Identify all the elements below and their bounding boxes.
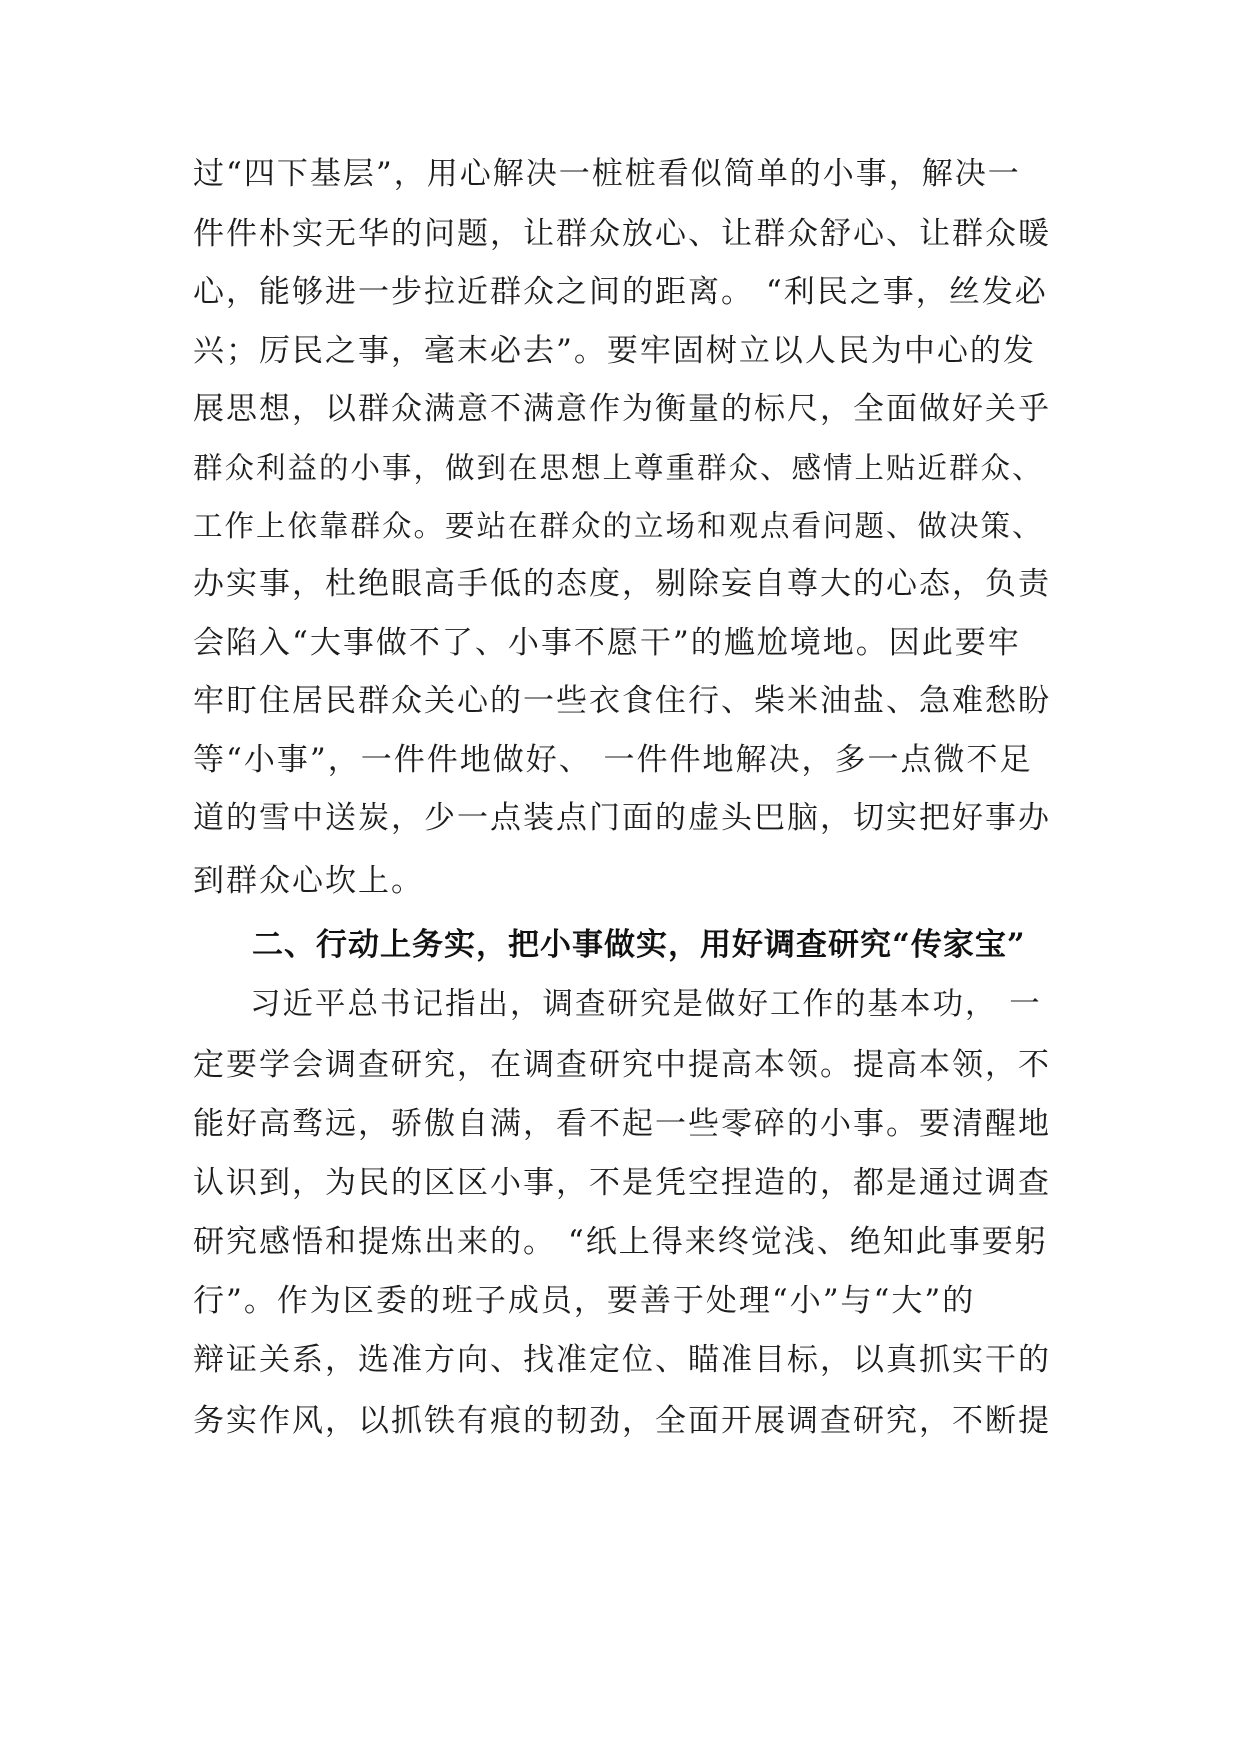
paragraph-1-line: 牢盯住居民群众关心的一些衣食住行、柴米油盐、急难愁盼 bbox=[193, 683, 1051, 719]
paragraph-2-line: 认识到，为民的区区小事，不是凭空捏造的，都是通过调查 bbox=[193, 1165, 1051, 1201]
paragraph-2-line: 辩证关系，选准方向、找准定位、瞄准目标，以真抓实干的 bbox=[193, 1342, 1051, 1378]
paragraph-2-line: 务实作风，以抓铁有痕的韧劲，全面开展调查研究，不断提 bbox=[193, 1403, 1051, 1439]
paragraph-2-line: 习近平总书记指出，调查研究是做好工作的基本功， 一 bbox=[250, 987, 1042, 1022]
paragraph-1-line: 道的雪中送炭，少一点装点门面的虚头巴脑，切实把好事办 bbox=[193, 800, 1051, 836]
paragraph-1-line: 兴；厉民之事，毫末必去”。要牢固树立以人民为中心的发 bbox=[193, 333, 1036, 369]
paragraph-2-line: 研究感悟和提炼出来的。 “纸上得来终觉浅、绝知此事要躬 bbox=[193, 1224, 1048, 1260]
paragraph-1-line: 群众利益的小事，做到在思想上尊重群众、感情上贴近群众、 bbox=[193, 451, 1044, 485]
paragraph-1-line: 会陷入“大事做不了、小事不愿干”的尴尬境地。因此要牢 bbox=[193, 625, 1021, 661]
section-heading: 二、行动上务实，把小事做实，用好调查研究“传家宝” bbox=[252, 927, 1026, 963]
paragraph-1-line: 等“小事”，一件件地做好、 一件件地解决，多一点微不足 bbox=[193, 742, 1033, 778]
paragraph-1-line: 过“四下基层”，用心解决一桩桩看似简单的小事，解决一 bbox=[193, 156, 1021, 192]
paragraph-1-line: 工作上依靠群众。要站在群众的立场和观点看问题、做决策、 bbox=[193, 509, 1044, 543]
paragraph-2-line: 定要学会调查研究，在调查研究中提高本领。提高本领，不 bbox=[193, 1047, 1051, 1083]
paragraph-1-line: 心，能够进一步拉近群众之间的距离。 “利民之事，丝发必 bbox=[193, 274, 1048, 310]
paragraph-2-line: 能好高骛远，骄傲自满，看不起一些零碎的小事。要清醒地 bbox=[193, 1106, 1051, 1142]
paragraph-1-line: 办实事，杜绝眼高手低的态度，剔除妄自尊大的心态，负责 bbox=[193, 566, 1051, 602]
paragraph-1-line: 件件朴实无华的问题，让群众放心、让群众舒心、让群众暖 bbox=[193, 216, 1051, 252]
paragraph-1-line: 到群众心坎上。 bbox=[193, 863, 424, 899]
paragraph-2-line: 行”。作为区委的班子成员，要善于处理“小”与“大”的 bbox=[193, 1283, 976, 1319]
paragraph-1-line: 展思想，以群众满意不满意作为衡量的标尺，全面做好关乎 bbox=[193, 391, 1051, 427]
